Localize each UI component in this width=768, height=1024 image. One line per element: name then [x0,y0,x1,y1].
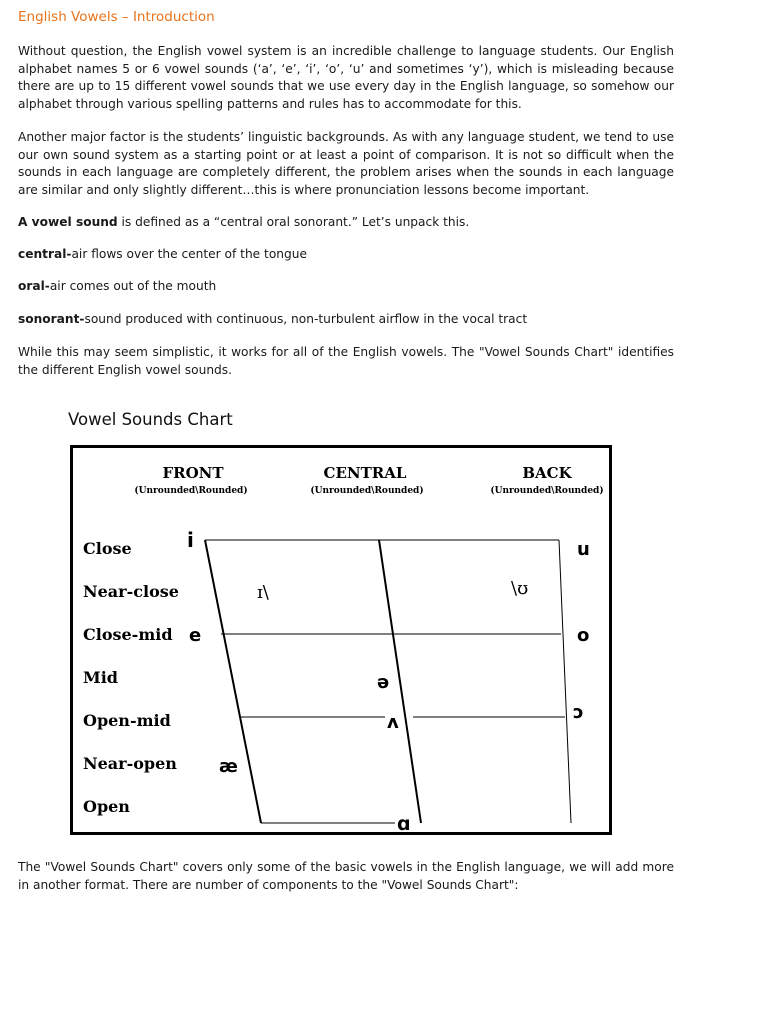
oral-text: air comes out of the mouth [49,279,217,293]
column-central: CENTRAL [323,464,407,482]
vowel-chart [70,445,612,835]
symbol-u: u [577,539,590,560]
column-front-sub: (Unrounded\Rounded) [134,486,248,496]
row-open-mid: Open-mid [83,711,171,730]
symbol-open-mid-back: ɔ [573,702,584,723]
back-edge [559,540,571,823]
column-front: FRONT [162,464,224,482]
symbol-ae: æ [219,756,238,777]
intro-paragraph: Without question, the English vowel system is an incredible challenge to language students. Our English alphabet names 5 or 6 vowel sounds (‘a’, ‘e’, ‘i’, ‘o’, ‘u’ and sometimes ‘y’), which is misleading because there are up to 15 different vowel sounds that we use every day in the English language, so somehow our alphabet through various spelling patterns and rules has to accommodate for this. [18,44,674,111]
row-close: Close [83,539,132,558]
oral-term: oral- [18,279,50,293]
definition-text: is defined as a “central oral sonorant.” Let’s unpack this. [117,215,470,229]
row-near-close: Near-close [83,582,179,601]
row-open: Open [83,797,130,816]
row-mid: Mid [83,668,118,687]
symbol-near-close-back: \ʊ [511,578,529,599]
background-paragraph: Another major factor is the students’ linguistic backgrounds. As with any language student, we tend to use our own sound system as a starting point or at least a point of comparison. It is not so difficult when the sounds in each language are completely different, the problem arises when the sounds in each language are similar and only slightly different…this is where pronunciation lessons become important. [18,130,674,197]
central-term: central- [18,247,72,261]
definition-paragraph [18,214,674,232]
vowel-chart-diagram [73,448,609,832]
sonorant-text: sound produced with continuous, non-turbulent airflow in the vocal tract [84,312,528,326]
chart-intro-paragraph: While this may seem simplistic, it works for all of the English vowels. The "Vowel Sounds Chart" identifies the different English vowel sounds. [18,345,674,377]
oral-definition [18,278,674,296]
symbol-schwa: ə [377,672,390,693]
row-near-open: Near-open [83,754,177,773]
page-title: English Vowels – Introduction [18,9,215,25]
column-back: BACK [522,464,572,482]
central-definition [18,246,674,264]
central-text: air flows over the center of the tongue [71,247,307,261]
column-back-sub: (Unrounded\Rounded) [490,486,604,496]
chart-components-paragraph: The "Vowel Sounds Chart" covers only some of the basic vowels in the English language, we will add more in another format. There are number of components to the "Vowel Sounds Chart": [18,860,674,892]
symbol-a: ɑ [397,813,411,832]
sonorant-term: sonorant- [18,312,85,326]
sonorant-definition [18,311,674,329]
column-central-sub: (Unrounded\Rounded) [310,486,424,496]
symbol-wedge: ʌ [387,712,399,733]
symbol-i: i [187,528,194,552]
symbol-e: e [189,625,202,646]
definition-term: A vowel sound [18,215,118,229]
symbol-o: o [577,625,590,646]
chart-title: Vowel Sounds Chart [68,410,233,429]
front-edge [205,540,261,823]
row-close-mid: Close-mid [83,625,173,644]
symbol-near-close-front: ɪ\ [257,582,269,603]
